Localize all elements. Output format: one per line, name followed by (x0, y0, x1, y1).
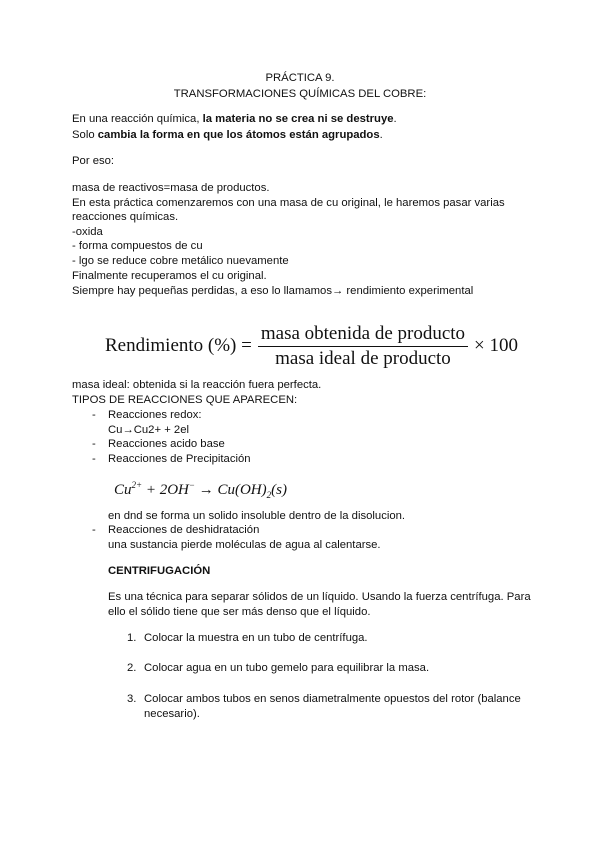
intro-text: Solo (72, 129, 98, 141)
eq-part: → Cu(OH) (194, 482, 267, 498)
title-line-1: PRÁCTICA 9. (265, 72, 335, 84)
reaction-redox: Reacciones redox: (108, 409, 202, 421)
centrifugacion-desc: Es una técnica para separar sólidos de un líquido. Usando la fuerza centrífuga. Para (108, 591, 531, 603)
intro-bold-text: la materia no se crea ni se destruye (202, 113, 394, 125)
yield-formula (105, 322, 519, 369)
eq-sup: − (188, 480, 195, 490)
bullet: - (92, 409, 96, 421)
intro-text: En una reacción química, (72, 113, 203, 125)
reaction-acido-base: Reacciones acido base (108, 438, 225, 450)
tipos-heading: TIPOS DE REACCIONES QUE APARECEN: (72, 394, 298, 406)
deshidratacion-note: una sustancia pierde moléculas de agua al calentarse. (108, 539, 381, 551)
step-text: Colocar agua en un tubo gemelo para equilibrar la masa. (144, 662, 430, 674)
text-line: -oxida (72, 226, 103, 238)
centrifugacion-desc: ello el sólido tiene que ser más denso que el líquido. (108, 606, 371, 618)
step-text-continued: necesario). (144, 708, 200, 720)
step-number: 2. (127, 662, 137, 674)
intro-bold-text: cambia la forma en que los átomos están agrupados (97, 129, 380, 141)
step-text: Colocar la muestra en un tubo de centrífuga. (144, 632, 368, 644)
bullet: - (92, 524, 96, 536)
precipitation-equation (114, 480, 287, 500)
eq-part: + 2OH (142, 482, 189, 498)
formula-numerator: masa obtenida de producto (258, 323, 468, 347)
redox-equation: Cu→Cu2+ + 2el (108, 424, 190, 436)
intro-paragraph-1 (72, 112, 397, 126)
formula-rhs: × 100 (474, 335, 519, 356)
text-line: reacciones químicas. (72, 211, 179, 223)
precipitation-note: en dnd se forma un solido insoluble dentro de la disolucion. (108, 510, 406, 522)
text-line: Finalmente recuperamos el cu original. (72, 270, 267, 282)
formula-lhs: Rendimiento (%) = (105, 335, 252, 356)
masa-ideal-definition: masa ideal: obtenida si la reacción fuera perfecta. (72, 379, 322, 391)
reaction-precipitacion: Reacciones de Precipitación (108, 453, 251, 465)
title-line-2: TRANSFORMACIONES QUÍMICAS DEL COBRE: (173, 88, 427, 100)
step-number: 1. (127, 632, 137, 644)
reaction-deshidratacion: Reacciones de deshidratación (108, 524, 260, 536)
intro-end: . (379, 129, 383, 141)
bullet: - (92, 438, 96, 450)
bullet: - (92, 453, 96, 465)
intro-paragraph-2 (72, 128, 383, 142)
step-text: Colocar ambos tubos en senos diametralmente opuestos del rotor (balance (144, 693, 521, 705)
text-line: - lgo se reduce cobre metálico nuevamente (72, 255, 289, 267)
text-line: - forma compuestos de cu (72, 240, 203, 252)
formula-denominator: masa ideal de producto (275, 347, 451, 369)
eq-sub: 2 (266, 490, 272, 500)
eq-part: (s) (271, 482, 287, 498)
text-line: En esta práctica comenzaremos con una masa de cu original, le haremos pasar varias (72, 197, 505, 209)
step-number: 3. (127, 693, 137, 705)
text-line: Siempre hay pequeñas perdidas, a eso lo llamamos→ rendimiento experimental (72, 285, 474, 297)
eq-sup: 2+ (131, 480, 143, 490)
por-eso: Por eso: (72, 155, 115, 167)
eq-part: Cu (114, 482, 132, 498)
intro-end: . (393, 113, 397, 125)
text-line: masa de reactivos=masa de productos. (72, 182, 270, 194)
centrifugacion-heading: CENTRIFUGACIÓN (108, 565, 211, 577)
formula-fraction (258, 323, 468, 370)
